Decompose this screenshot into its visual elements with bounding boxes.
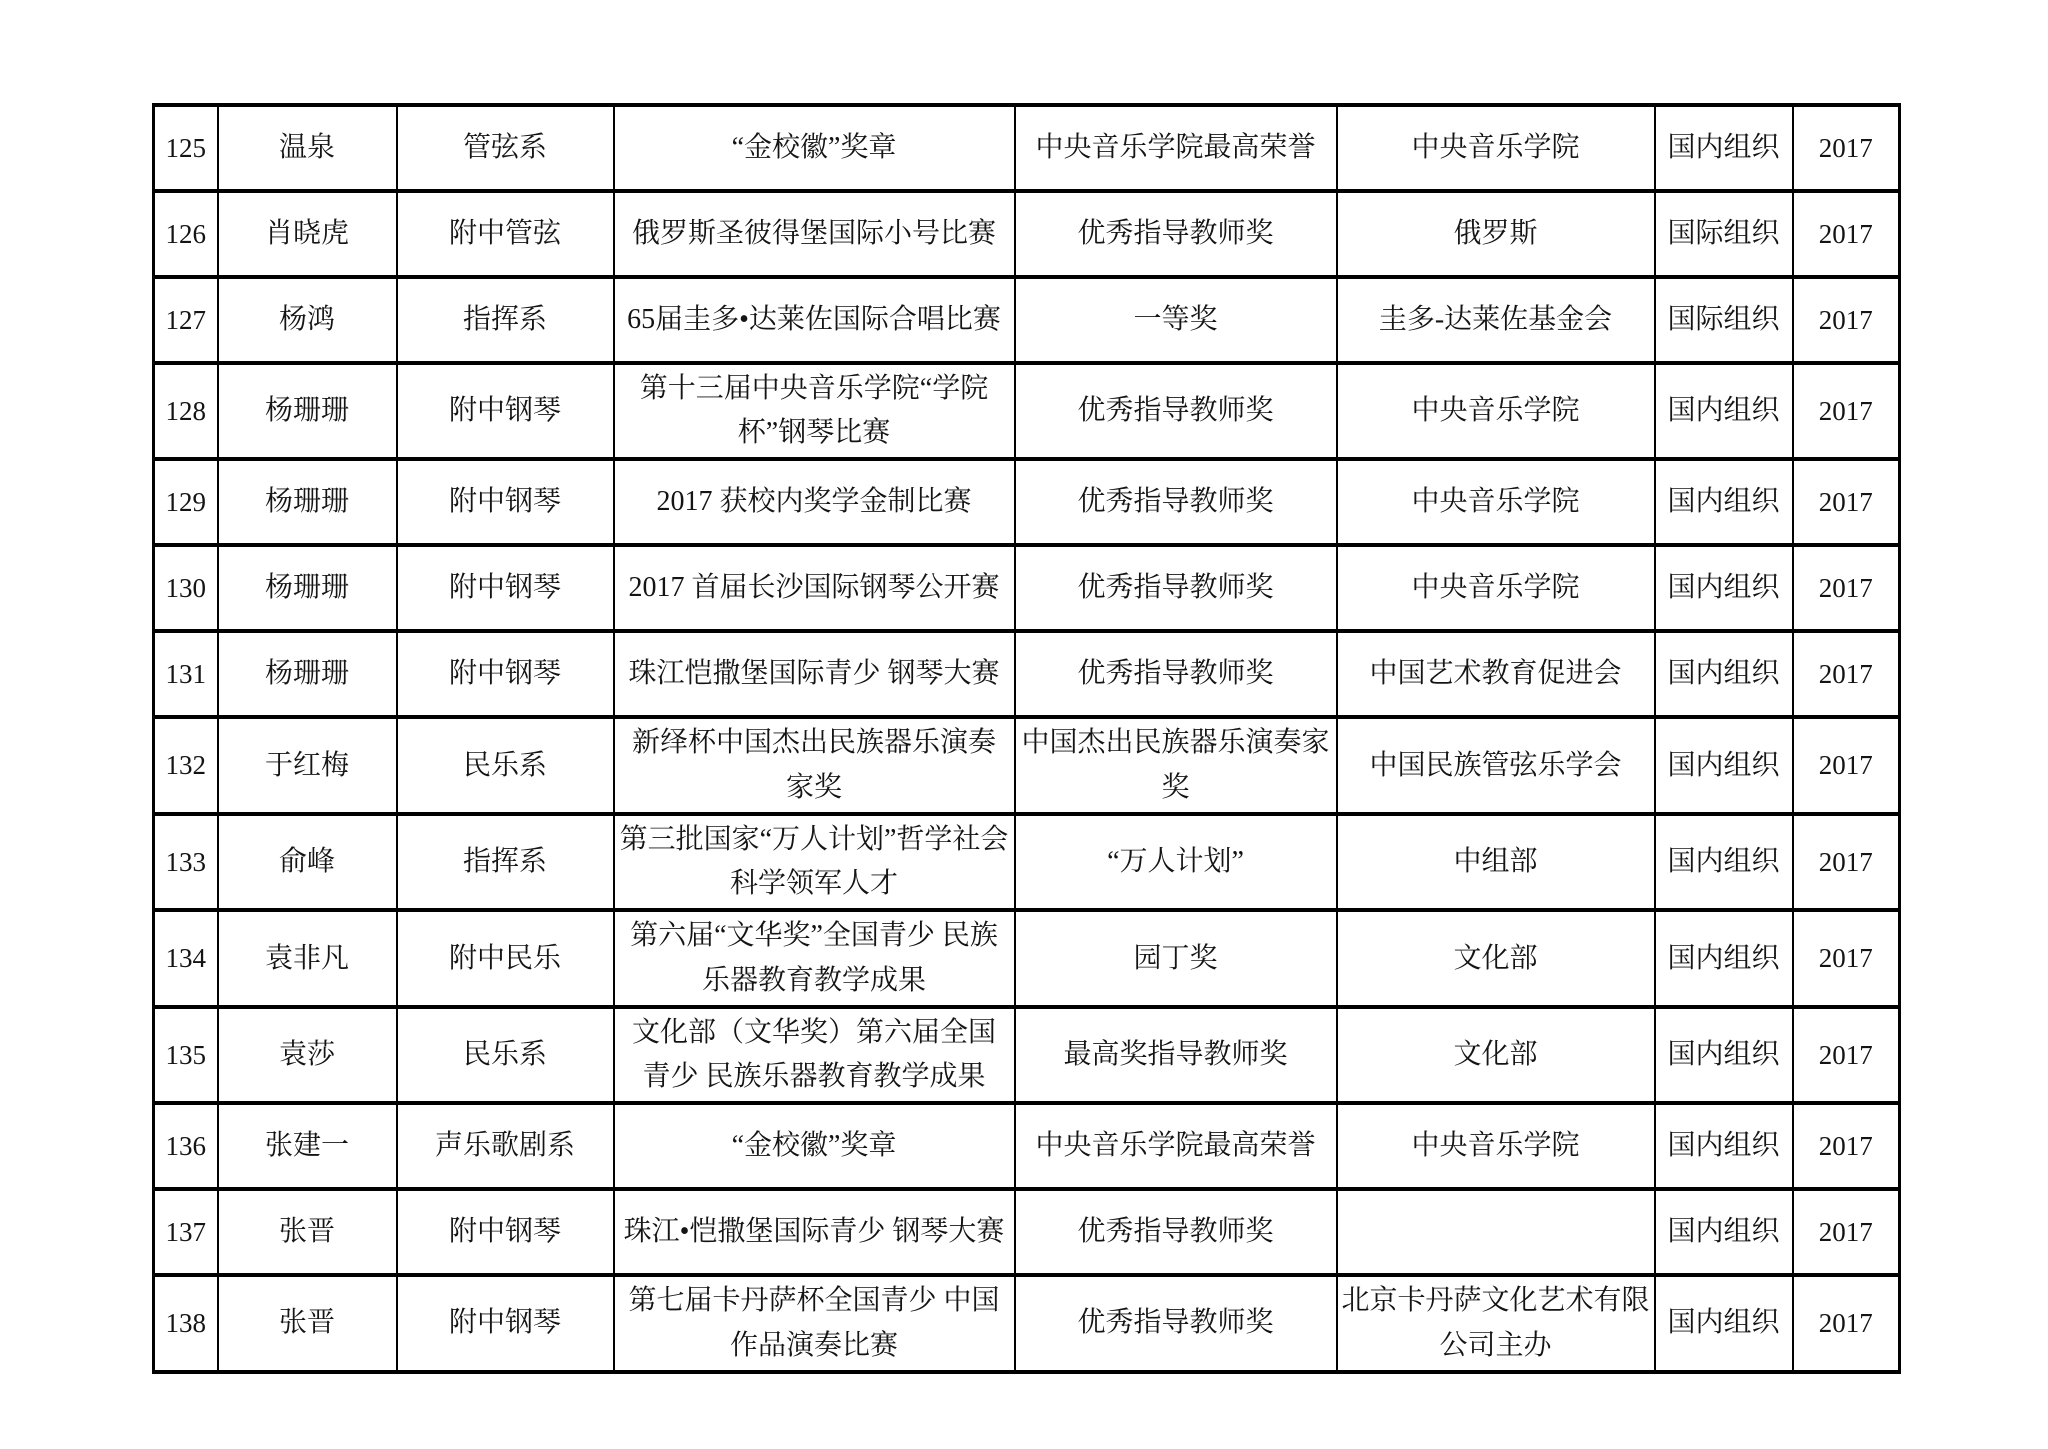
awards-table [152,103,1901,1374]
cell-award-name: 文化部（文华奖）第六届全国青少 民族乐器教育教学成果 [614,1007,1015,1103]
cell-organization: 中央音乐学院 [1337,363,1655,459]
cell-org-type: 国内组织 [1655,545,1793,631]
cell-department: 民乐系 [397,717,614,813]
table-row [154,1007,1900,1103]
cell-teacher-name: 张晋 [218,1189,397,1275]
cell-org-type: 国内组织 [1655,1275,1793,1371]
table-row [154,814,1900,910]
cell-org-type: 国内组织 [1655,459,1793,545]
cell-year: 2017 [1793,191,1900,277]
cell-award-name: 第三批国家“万人计划”哲学社会科学领军人才 [614,814,1015,910]
cell-teacher-name: 杨珊珊 [218,545,397,631]
cell-department: 管弦系 [397,105,614,191]
cell-row-number: 128 [154,363,218,459]
cell-teacher-name: 杨珊珊 [218,459,397,545]
cell-org-type: 国内组织 [1655,814,1793,910]
table-row [154,363,1900,459]
cell-org-type: 国内组织 [1655,1007,1793,1103]
cell-organization: 文化部 [1337,1007,1655,1103]
awards-table-body [154,105,1900,1372]
cell-organization [1337,1189,1655,1275]
table-row [154,1275,1900,1371]
cell-teacher-name: 杨珊珊 [218,363,397,459]
cell-department: 附中钢琴 [397,363,614,459]
cell-teacher-name: 袁莎 [218,1007,397,1103]
cell-prize: 园丁奖 [1015,910,1337,1006]
cell-department: 指挥系 [397,814,614,910]
cell-teacher-name: 杨鸿 [218,277,397,363]
cell-award-name: 65届圭多•达莱佐国际合唱比赛 [614,277,1015,363]
table-row [154,631,1900,717]
cell-teacher-name: 张建一 [218,1103,397,1189]
cell-year: 2017 [1793,1103,1900,1189]
cell-prize: 优秀指导教师奖 [1015,363,1337,459]
cell-row-number: 134 [154,910,218,1006]
cell-organization: 俄罗斯 [1337,191,1655,277]
cell-award-name: 俄罗斯圣彼得堡国际小号比赛 [614,191,1015,277]
cell-org-type: 国内组织 [1655,717,1793,813]
table-row [154,717,1900,813]
cell-year: 2017 [1793,105,1900,191]
table-row [154,1189,1900,1275]
cell-prize: 最高奖指导教师奖 [1015,1007,1337,1103]
table-row [154,910,1900,1006]
cell-org-type: 国内组织 [1655,1189,1793,1275]
table-row [154,105,1900,191]
cell-row-number: 136 [154,1103,218,1189]
cell-prize: 优秀指导教师奖 [1015,631,1337,717]
cell-department: 民乐系 [397,1007,614,1103]
cell-year: 2017 [1793,277,1900,363]
cell-year: 2017 [1793,363,1900,459]
cell-award-name: “金校徽”奖章 [614,105,1015,191]
cell-row-number: 131 [154,631,218,717]
cell-department: 附中管弦 [397,191,614,277]
cell-row-number: 138 [154,1275,218,1371]
cell-year: 2017 [1793,717,1900,813]
cell-prize: 优秀指导教师奖 [1015,1189,1337,1275]
cell-prize: “万人计划” [1015,814,1337,910]
cell-organization: 中央音乐学院 [1337,459,1655,545]
cell-year: 2017 [1793,1275,1900,1371]
cell-org-type: 国际组织 [1655,191,1793,277]
cell-organization: 文化部 [1337,910,1655,1006]
cell-org-type: 国内组织 [1655,910,1793,1006]
cell-award-name: “金校徽”奖章 [614,1103,1015,1189]
cell-org-type: 国内组织 [1655,1103,1793,1189]
cell-row-number: 125 [154,105,218,191]
cell-teacher-name: 张晋 [218,1275,397,1371]
cell-row-number: 130 [154,545,218,631]
cell-teacher-name: 袁非凡 [218,910,397,1006]
cell-department: 附中钢琴 [397,1189,614,1275]
cell-department: 附中钢琴 [397,545,614,631]
cell-department: 指挥系 [397,277,614,363]
cell-year: 2017 [1793,1007,1900,1103]
cell-award-name: 新绎杯中国杰出民族器乐演奏家奖 [614,717,1015,813]
cell-prize: 优秀指导教师奖 [1015,191,1337,277]
cell-year: 2017 [1793,631,1900,717]
cell-department: 附中钢琴 [397,459,614,545]
cell-prize: 中央音乐学院最高荣誉 [1015,105,1337,191]
cell-award-name: 珠江恺撒堡国际青少 钢琴大赛 [614,631,1015,717]
cell-department: 声乐歌剧系 [397,1103,614,1189]
cell-organization: 中组部 [1337,814,1655,910]
cell-teacher-name: 俞峰 [218,814,397,910]
cell-award-name: 第七届卡丹萨杯全国青少 中国作品演奏比赛 [614,1275,1015,1371]
table-row [154,277,1900,363]
cell-year: 2017 [1793,459,1900,545]
cell-teacher-name: 杨珊珊 [218,631,397,717]
cell-teacher-name: 温泉 [218,105,397,191]
table-row [154,1103,1900,1189]
cell-award-name: 第十三届中央音乐学院“学院杯”钢琴比赛 [614,363,1015,459]
cell-organization: 中央音乐学院 [1337,545,1655,631]
cell-prize: 优秀指导教师奖 [1015,1275,1337,1371]
cell-organization: 中央音乐学院 [1337,105,1655,191]
cell-org-type: 国内组织 [1655,105,1793,191]
cell-department: 附中钢琴 [397,1275,614,1371]
cell-department: 附中民乐 [397,910,614,1006]
table-row [154,191,1900,277]
cell-organization: 中央音乐学院 [1337,1103,1655,1189]
cell-year: 2017 [1793,910,1900,1006]
cell-organization: 北京卡丹萨文化艺术有限公司主办 [1337,1275,1655,1371]
cell-prize: 中国杰出民族器乐演奏家奖 [1015,717,1337,813]
cell-row-number: 135 [154,1007,218,1103]
cell-org-type: 国内组织 [1655,363,1793,459]
cell-row-number: 127 [154,277,218,363]
cell-award-name: 2017 获校内奖学金制比赛 [614,459,1015,545]
cell-year: 2017 [1793,814,1900,910]
cell-row-number: 133 [154,814,218,910]
cell-prize: 优秀指导教师奖 [1015,459,1337,545]
cell-prize: 一等奖 [1015,277,1337,363]
table-row [154,545,1900,631]
cell-prize: 中央音乐学院最高荣誉 [1015,1103,1337,1189]
cell-org-type: 国内组织 [1655,631,1793,717]
table-row [154,459,1900,545]
cell-award-name: 第六届“文华奖”全国青少 民族乐器教育教学成果 [614,910,1015,1006]
cell-year: 2017 [1793,545,1900,631]
cell-department: 附中钢琴 [397,631,614,717]
cell-year: 2017 [1793,1189,1900,1275]
cell-row-number: 132 [154,717,218,813]
cell-teacher-name: 于红梅 [218,717,397,813]
cell-teacher-name: 肖晓虎 [218,191,397,277]
cell-award-name: 2017 首届长沙国际钢琴公开赛 [614,545,1015,631]
cell-organization: 中国民族管弦乐学会 [1337,717,1655,813]
cell-organization: 圭多-达莱佐基金会 [1337,277,1655,363]
cell-org-type: 国际组织 [1655,277,1793,363]
cell-row-number: 137 [154,1189,218,1275]
cell-prize: 优秀指导教师奖 [1015,545,1337,631]
cell-organization: 中国艺术教育促进会 [1337,631,1655,717]
cell-row-number: 126 [154,191,218,277]
cell-award-name: 珠江•恺撒堡国际青少 钢琴大赛 [614,1189,1015,1275]
cell-row-number: 129 [154,459,218,545]
